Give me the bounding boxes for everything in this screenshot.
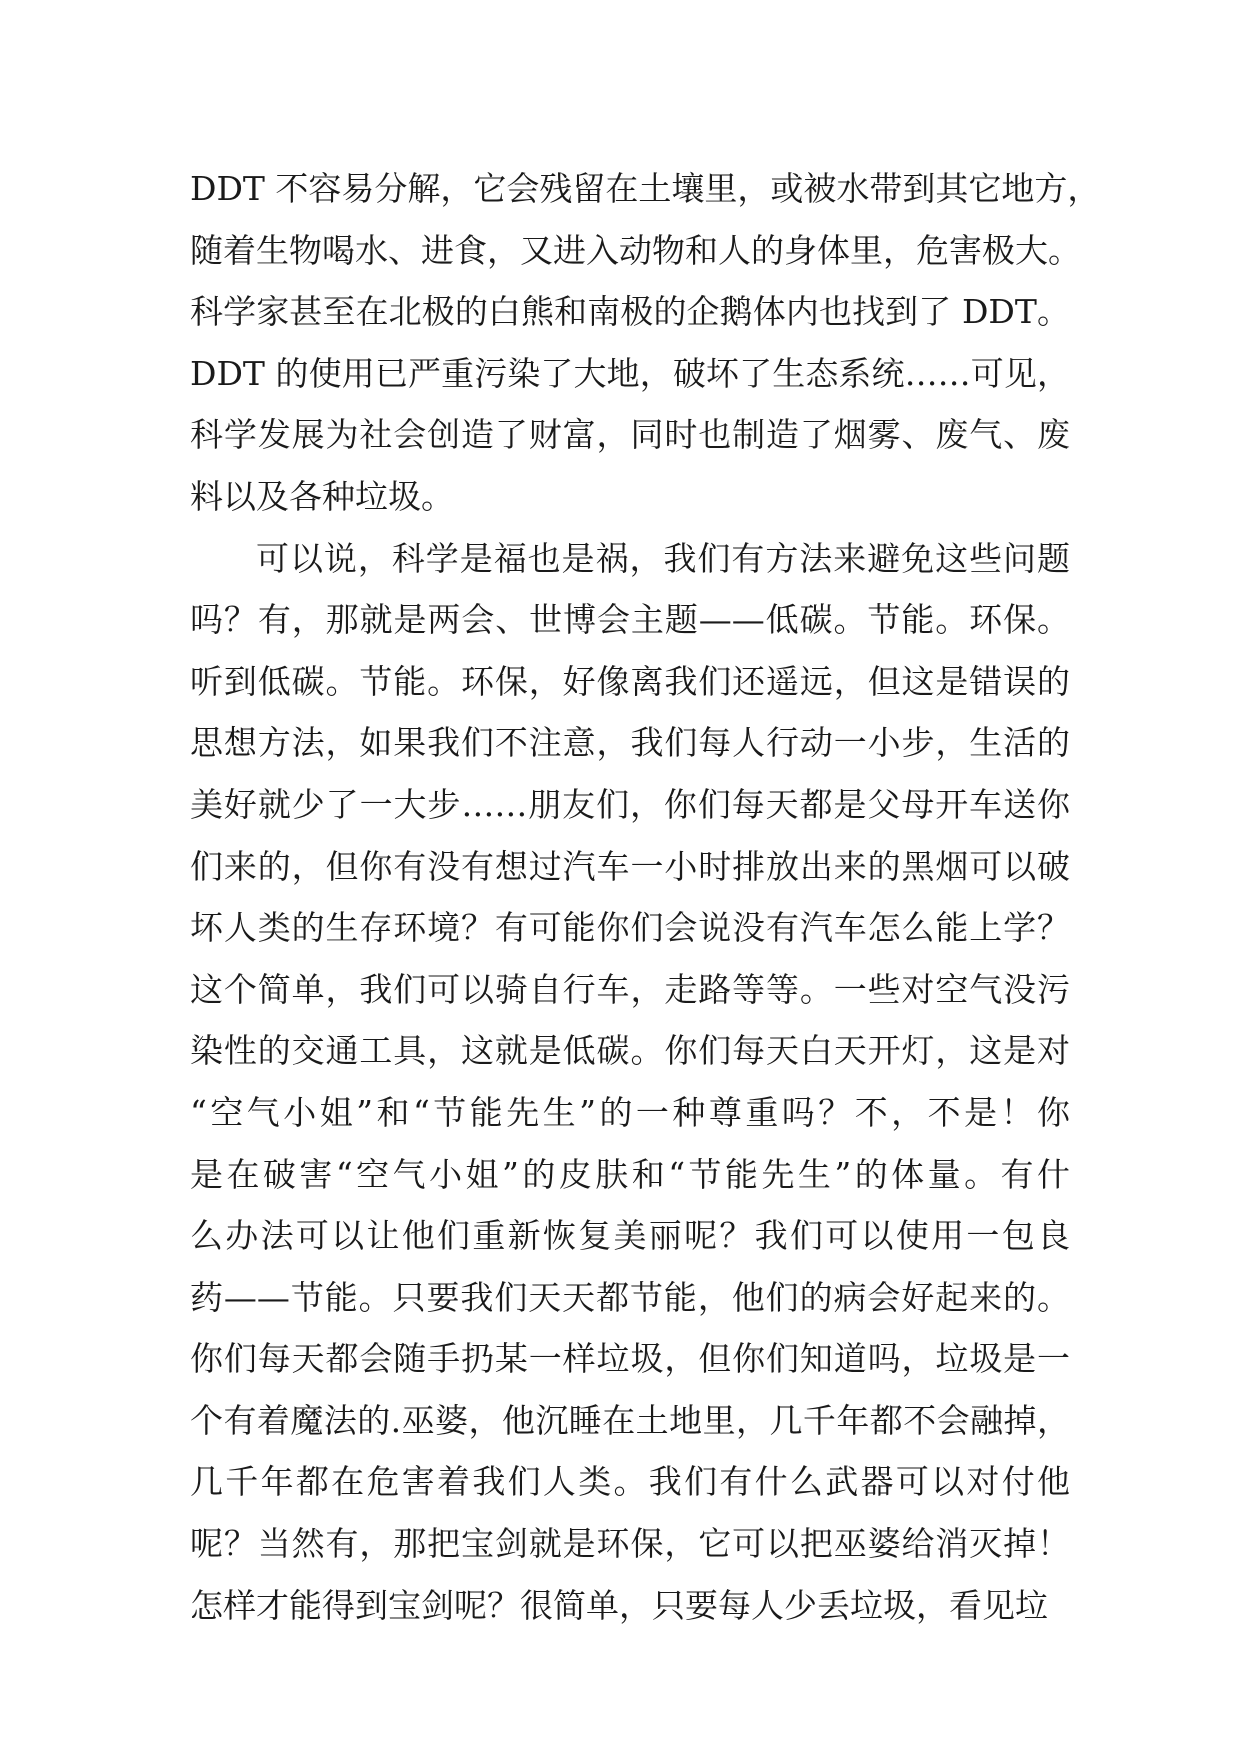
text-line: 是在破害“空气小姐”的皮肤和“节能先生”的体量。有什 bbox=[190, 1154, 1070, 1194]
text-line: 科学发展为社会创造了财富，同时也制造了烟雾、废气、废 bbox=[190, 415, 1070, 455]
text-line: “空气小姐”和“节能先生”的一种尊重吗？不，不是！你 bbox=[190, 1092, 1070, 1132]
text-line: 呢？当然有，那把宝剑就是环保，它可以把巫婆给消灭掉！ bbox=[190, 1524, 1070, 1564]
text-line: 美好就少了一大步……朋友们，你们每天都是父母开车送你 bbox=[190, 784, 1070, 824]
text-line: 思想方法，如果我们不注意，我们每人行动一小步，生活的 bbox=[190, 723, 1070, 763]
text-line: 染性的交通工具，这就是低碳。你们每天白天开灯，这是对 bbox=[190, 1031, 1070, 1071]
text-line: 听到低碳。节能。环保，好像离我们还遥远，但这是错误的 bbox=[190, 661, 1070, 701]
text-line: 你们每天都会随手扔某一样垃圾，但你们知道吗，垃圾是一 bbox=[190, 1339, 1070, 1379]
text-line: DDT 的使用已严重污染了大地，破坏了生态系统……可见， bbox=[190, 353, 1070, 393]
text-line: 们来的，但你有没有想过汽车一小时排放出来的黑烟可以破 bbox=[190, 846, 1070, 886]
text-line: 吗？有，那就是两会、世博会主题——低碳。节能。环保。 bbox=[190, 600, 1070, 640]
text-line: 料以及各种垃圾。 bbox=[190, 476, 454, 516]
text-line: 药——节能。只要我们天天都节能，他们的病会好起来的。 bbox=[190, 1277, 1070, 1317]
text-line: 可以说，科学是福也是祸，我们有方法来避免这些问题 bbox=[256, 538, 1070, 578]
text-line: 几千年都在危害着我们人类。我们有什么武器可以对付他 bbox=[190, 1462, 1070, 1502]
text-line: 个有着魔法的.巫婆，他沉睡在土地里，几千年都不会融掉， bbox=[190, 1400, 1070, 1440]
text-line: 这个简单，我们可以骑自行车，走路等等。一些对空气没污 bbox=[190, 969, 1070, 1009]
text-line: 坏人类的生存环境？有可能你们会说没有汽车怎么能上学？ bbox=[190, 908, 1070, 948]
body-text bbox=[190, 158, 1101, 1636]
text-line: 么办法可以让他们重新恢复美丽呢？我们可以使用一包良 bbox=[190, 1216, 1070, 1256]
text-line: 随着生物喝水、进食，又进入动物和人的身体里，危害极大。 bbox=[190, 230, 1081, 270]
text-line: 科学家甚至在北极的白熊和南极的企鹅体内也找到了 DDT。 bbox=[190, 292, 1070, 332]
text-line: DDT 不容易分解，它会残留在土壤里，或被水带到其它地方， bbox=[190, 169, 1101, 208]
text-line: 怎样才能得到宝剑呢？很简单，只要每人少丢垃圾，看见垃 bbox=[190, 1585, 1048, 1625]
